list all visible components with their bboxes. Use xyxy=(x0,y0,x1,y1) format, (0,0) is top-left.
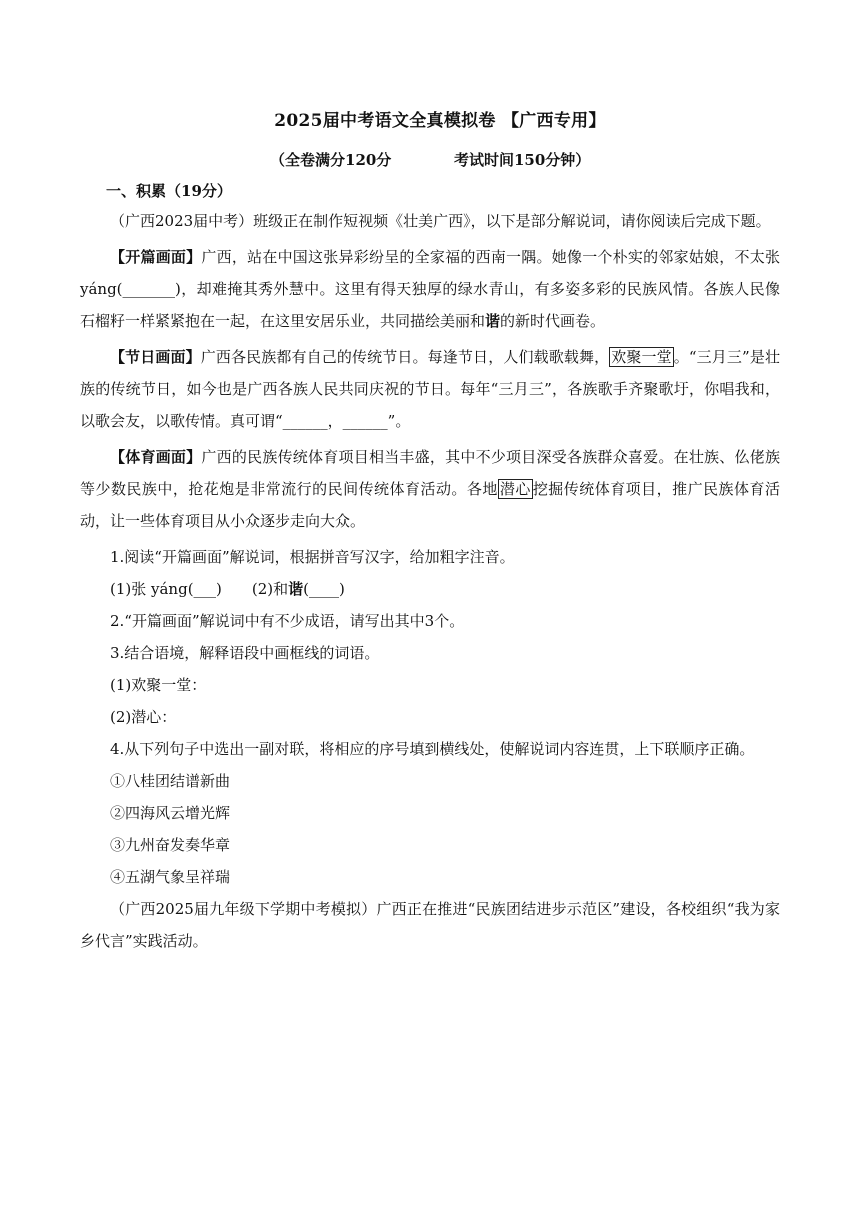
festival-tag: 【节日画面】 xyxy=(110,348,201,366)
passage-sports xyxy=(80,441,780,537)
section-heading: 一、积累（19分） xyxy=(106,182,232,200)
opening-bold-char: 谐 xyxy=(485,312,501,330)
sports-text-a: 广西的民族传统体育项目相当丰盛，其中不少项目深受各族群众喜爱。在壮族、仫佬族等少数民族中，抢花炮是非常流行的民间传统体育活动。各地 xyxy=(80,448,780,498)
question-2: 2.“开篇画面”解说词中有不少成语，请写出其中3个。 xyxy=(110,612,465,630)
opening-text-a: 广西，站在中国这张异彩纷呈的全家福的西南一隅。她像一个朴实的邻家姑娘，不太张 yáng(_______)，却难掩其秀外慧中。这里有得天独厚的绿水青山，有多姿多彩的民族风情。各族人民像石榴籽一样紧紧抱在一起，在这里安居乐业，共同描绘美丽和 xyxy=(80,248,780,330)
option-2: ②四海风云增光辉 xyxy=(110,804,231,822)
festival-text-a: 广西各民族都有自己的传统节日。每逢节日，人们载歌载舞， xyxy=(200,348,610,366)
opening-tag: 【开篇画面】 xyxy=(110,248,202,266)
q1-sub-b-bold: 谐 xyxy=(288,580,304,598)
question-1: 1.阅读“开篇画面”解说词，根据拼音写汉字，给加粗字注音。 xyxy=(110,548,515,566)
sports-tag: 【体育画面】 xyxy=(110,448,202,466)
q1-sub-b-pre: (2)和 xyxy=(251,580,289,598)
question-3-b: (2)潜心： xyxy=(110,708,177,726)
passage-festival xyxy=(80,341,780,437)
page-title: 2025届中考语文全真模拟卷 【广西专用】 xyxy=(274,111,606,131)
festival-boxed-word: 欢聚一堂 xyxy=(611,348,672,366)
question-4: 4.从下列句子中选出一副对联，将相应的序号填到横线处，使解说词内容连贯，上下联顺序正确。 xyxy=(110,740,755,758)
option-1: ①八桂团结谱新曲 xyxy=(110,772,231,790)
subtitle-score: （全卷满分120分 xyxy=(270,151,392,169)
sports-text-b: 挖掘传统体育项目，推广民族体育活动，让一些体育项目从小众逐步走向大众。 xyxy=(80,480,780,530)
option-4: ④五湖气象呈祥瑞 xyxy=(110,868,231,886)
festival-text-b: 。“三月三”是壮族的传统节日，如今也是广西各族人民共同庆祝的节日。每年“三月三”，各族歌手齐聚歌圩，你唱我和，以歌会友，以歌传情。真可谓“______，______”。 xyxy=(80,348,780,430)
question-1-subparts xyxy=(80,573,780,605)
q1-sub-b-post: (____) xyxy=(303,580,345,598)
question-3-a: (1)欢聚一堂： xyxy=(110,676,207,694)
option-3: ③九州奋发奏华章 xyxy=(110,836,231,854)
sports-boxed-word: 潜心 xyxy=(499,480,531,498)
question-3: 3.结合语境，解释语段中画框线的词语。 xyxy=(110,644,380,662)
exam-page xyxy=(80,100,780,957)
subtitle-time: 考试时间150分钟） xyxy=(453,151,591,169)
passage-opening xyxy=(80,241,780,337)
passage-intro: （广西2023届中考）班级正在制作短视频《壮美广西》，以下是部分解说词，请你阅读后完成下题。 xyxy=(110,212,771,230)
page-subtitle xyxy=(270,149,780,170)
q1-sub-a: (1)张 yáng(___) xyxy=(110,580,222,598)
passage-intro-2: （广西2025届九年级下学期中考模拟）广西正在推进“民族团结进步示范区”建设，各校组织“我为家乡代言”实践活动。 xyxy=(80,900,780,950)
opening-text-b: 的新时代画卷。 xyxy=(500,312,606,330)
